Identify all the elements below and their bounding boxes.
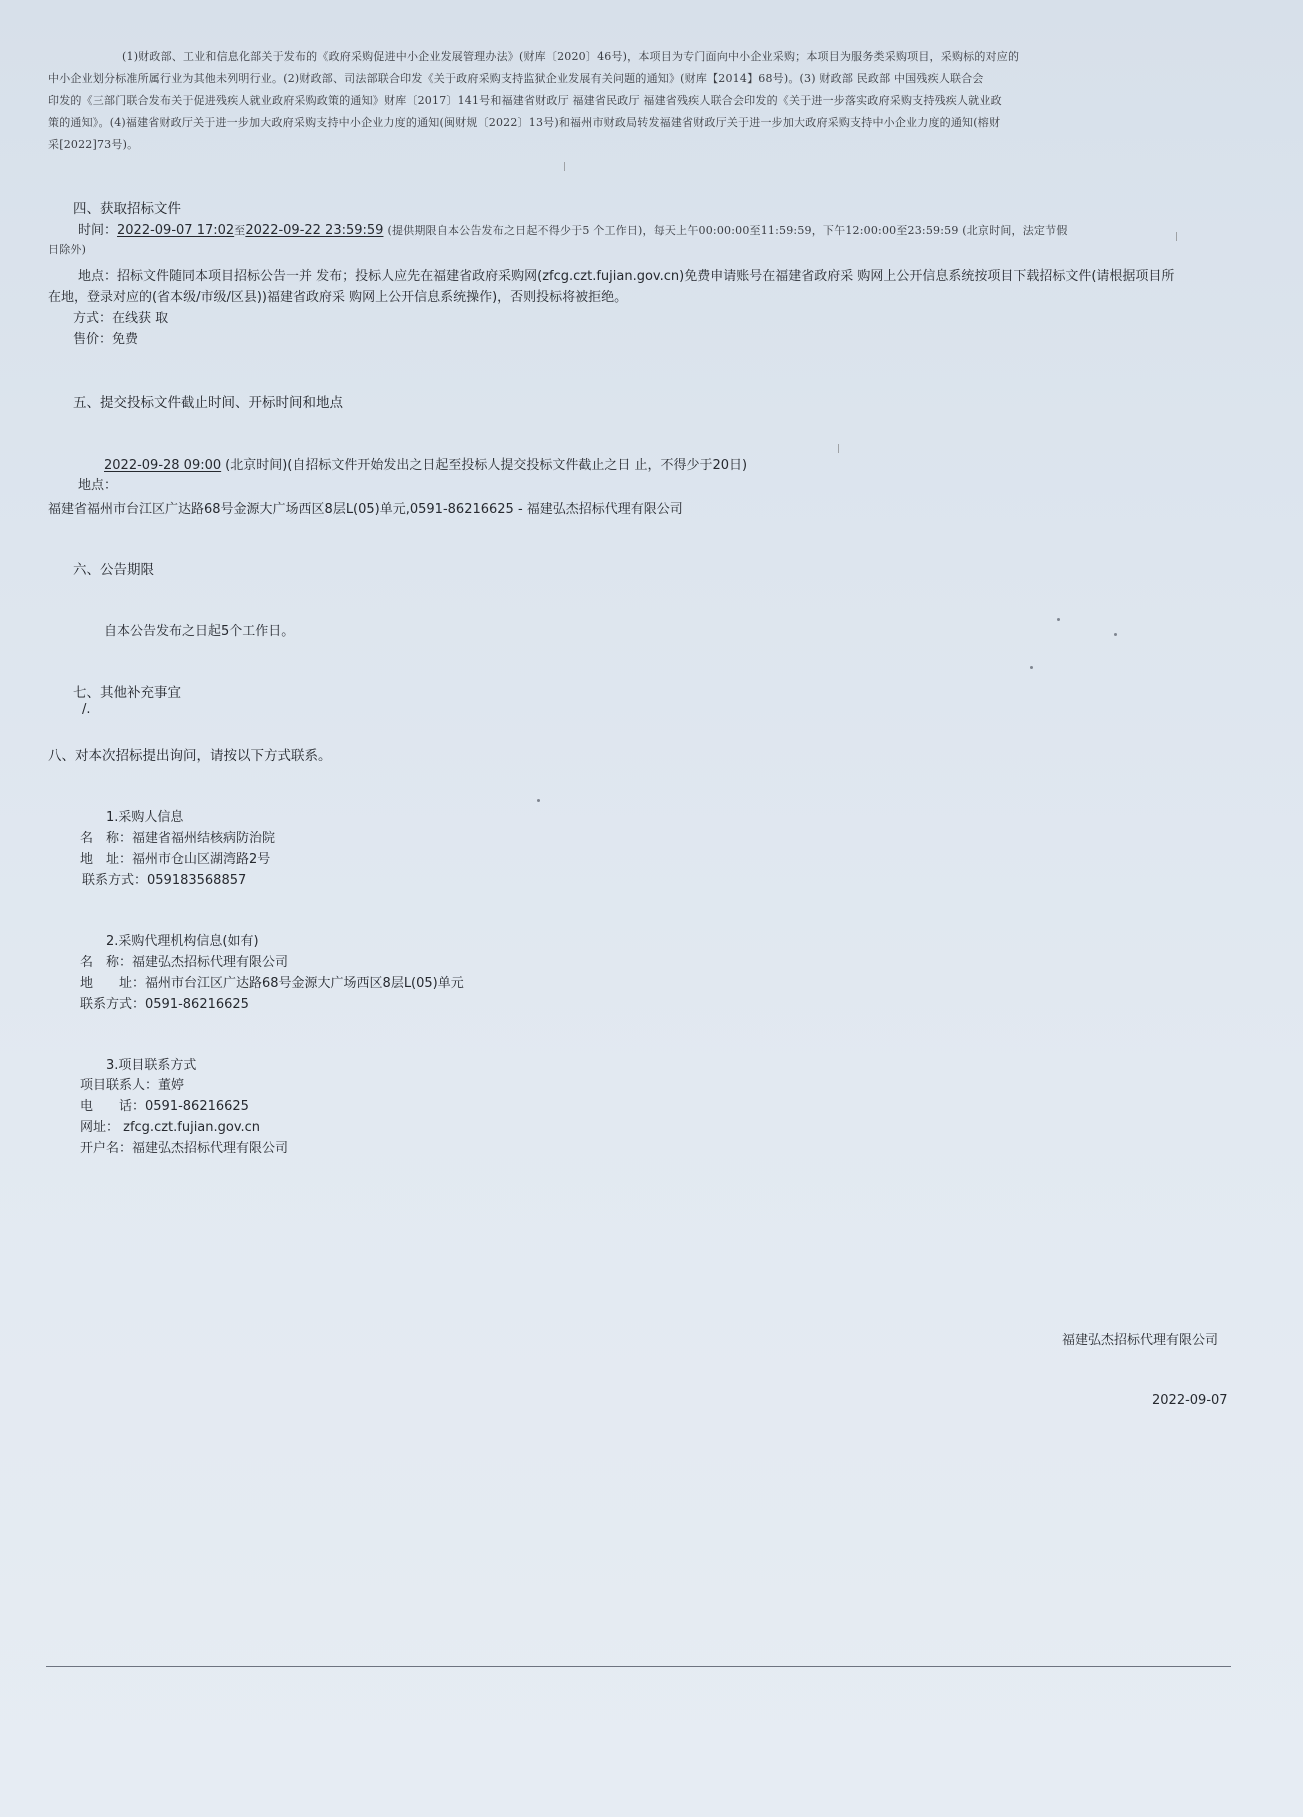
place-value: 福建省福州市台江区广达路68号金源大广场西区8层L(05)单元,0591-86216625 - 福建弘杰招标代理有限公司 — [48, 502, 683, 517]
buyer-contact: 联系方式：059183568857 — [82, 873, 247, 888]
buyer-name: 名 称：福建省福州结核病防治院 — [80, 831, 276, 846]
section6-content: 自本公告发布之日起5个工作日。 — [104, 624, 295, 639]
intro-line-2: 中小企业划分标准所属行业为其他未列明行业。(2)财政部、司法部联合印发《关于政府采购支持监狱企业发展有关问题的通知》(财库【2014】68号)。(3) 财政部 民政部 中国残疾人联合会 — [48, 72, 984, 85]
place-line-1: 地点：招标文件随同本项目招标公告一并 发布；投标人应先在福建省政府采购网(zfcg.czt.fujian.gov.cn)免费申请账号在福建省政府采 购网上公开信息系统按项目下载招标文件(请根据项目所 — [78, 269, 1175, 284]
time-mid: 至 — [234, 224, 246, 237]
scan-speck — [1030, 666, 1033, 669]
section5-heading: 五、提交投标文件截止时间、开标时间和地点 — [73, 395, 343, 411]
agency-contact: 联系方式：0591-86216625 — [80, 997, 249, 1012]
project-phone: 电 话：0591-86216625 — [80, 1099, 249, 1114]
project-website: 网址： zfcg.czt.fujian.gov.cn — [80, 1120, 261, 1135]
scan-speck — [537, 799, 540, 802]
section7-content: /. — [82, 702, 91, 717]
place-line-2: 在地，登录对应的(省本级/市级/区县))福建省政府采 购网上公开信息系统操作)，否则投标将被拒绝。 — [48, 290, 628, 305]
method: 方式：在线获 取 — [73, 311, 169, 326]
time-note-2: 日除外) — [48, 243, 87, 256]
signature-company: 福建弘杰招标代理有限公司 — [1062, 1333, 1219, 1348]
scan-mark — [564, 162, 565, 171]
section6-heading: 六、公告期限 — [73, 562, 154, 578]
project-account: 开户名：福建弘杰招标代理有限公司 — [80, 1141, 289, 1156]
scan-mark — [1176, 232, 1177, 241]
time-end: 2022-09-22 23:59:59 — [245, 223, 384, 238]
intro-line-5: 采[2022]73号)。 — [48, 138, 139, 151]
intro-line-3: 印发的《三部门联合发布关于促进残疾人就业政府采购政策的通知》财库〔2017〕141号和福建省财政厅 福建省民政厅 福建省残疾人联合会印发的《关于进一步落实政府采购支持残疾人就业政 — [48, 94, 1002, 107]
buyer-title: 1.采购人信息 — [106, 810, 184, 825]
scan-mark — [838, 444, 839, 453]
section4-time-line — [78, 219, 1068, 238]
time-label: 时间： — [78, 223, 118, 238]
scan-speck — [1114, 633, 1117, 636]
intro-line-1: (1)财政部、工业和信息化部关于发布的《政府采购促进中小企业发展管理办法》(财库〔2020〕46号)，本项目为专门面向中小企业采购；本项目为服务类采购项目，采购标的对应的 — [122, 50, 1020, 63]
deadline: 2022-09-28 09:00 — [104, 458, 222, 473]
place-label: 地点： — [78, 478, 118, 493]
deadline-note: (北京时间)(自招标文件开始发出之日起至投标人提交投标文件截止之日 止，不得少于20日) — [225, 458, 748, 473]
section4-heading: 四、获取招标文件 — [73, 201, 181, 217]
section7-heading: 七、其他补充事宜 — [73, 685, 181, 701]
section8-heading: 八、对本次招标提出询问，请按以下方式联系。 — [48, 748, 332, 764]
time-note: (提供期限自本公告发布之日起不得少于5 个工作日)，每天上午00:00:00至11:59:59，下午12:00:00至23:59:59 (北京时间，法定节假 — [387, 224, 1068, 237]
deadline-line — [104, 454, 747, 473]
price: 售价：免费 — [73, 332, 139, 347]
scan-speck — [1057, 618, 1060, 621]
buyer-address: 地 址：福州市仓山区湖湾路2号 — [80, 852, 271, 867]
time-start: 2022-09-07 17:02 — [117, 223, 235, 238]
bottom-divider — [46, 1666, 1231, 1667]
agency-address: 地 址：福州市台江区广达路68号金源大广场西区8层L(05)单元 — [80, 976, 464, 991]
intro-line-4: 策的通知》。(4)福建省财政厅关于进一步加大政府采购支持中小企业力度的通知(闽财规〔2022〕13号)和福州市财政局转发福建省财政厅关于进一步加大政府采购支持中小企业力度的通知(榕财 — [48, 116, 1001, 129]
project-person: 项目联系人：董婷 — [80, 1078, 185, 1093]
agency-name: 名 称：福建弘杰招标代理有限公司 — [80, 955, 289, 970]
signature-date: 2022-09-07 — [1152, 1393, 1228, 1408]
agency-title: 2.采购代理机构信息(如有) — [106, 934, 259, 949]
project-title: 3.项目联系方式 — [106, 1058, 197, 1073]
